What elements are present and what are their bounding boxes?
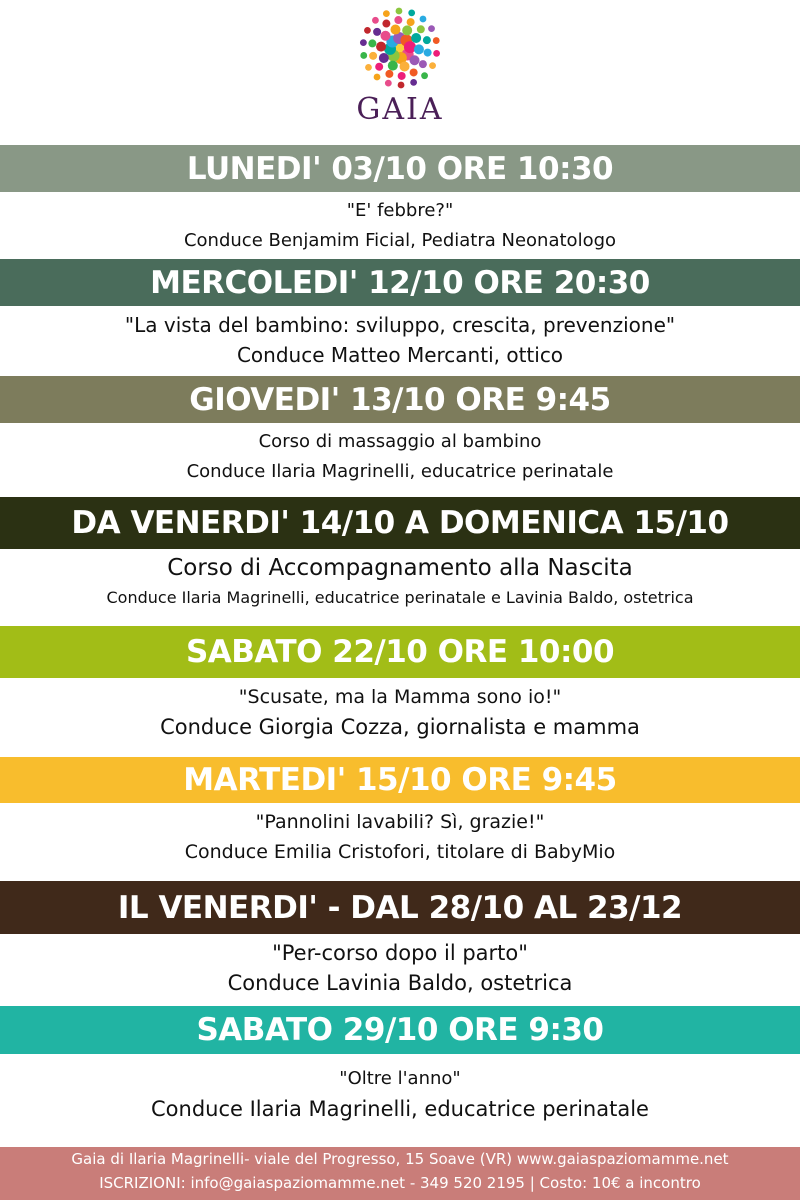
event-host: Conduce Ilaria Magrinelli, educatrice perinatale	[151, 1097, 649, 1121]
logo	[0, 0, 800, 145]
event-host: Conduce Lavinia Baldo, ostetrica	[227, 971, 573, 995]
event-date-banner: LUNEDI' 03/10 ORE 10:30	[0, 145, 800, 192]
event-description	[0, 1058, 800, 1151]
event-date-banner: IL VENERDI' - DAL 28/10 AL 23/12	[0, 881, 800, 934]
event-description	[0, 196, 800, 263]
event-title: "Pannolini lavabili? Sì, grazie!"	[255, 811, 545, 833]
event-host: Conduce Matteo Mercanti, ottico	[236, 343, 564, 367]
event-description	[0, 682, 800, 761]
footer-address: Gaia di Ilaria Magrinelli- viale del Progresso, 15 Soave (VR) www.gaiaspaziomamme.net	[71, 1150, 729, 1168]
event-date-banner: MERCOLEDI' 12/10 ORE 20:30	[0, 259, 800, 306]
event-description	[0, 310, 800, 380]
event-description	[0, 553, 800, 630]
event-description	[0, 427, 800, 499]
event-date-banner: SABATO 29/10 ORE 9:30	[0, 1006, 800, 1054]
event-date-banner: SABATO 22/10 ORE 10:00	[0, 626, 800, 678]
event-host: Conduce Giorgia Cozza, giornalista e mamma	[160, 715, 640, 739]
event-title: "La vista del bambino: sviluppo, crescita, prevenzione"	[124, 313, 676, 337]
event-host: Conduce Ilaria Magrinelli, educatrice perinatale	[186, 461, 614, 482]
brand-name: GAIA	[356, 92, 444, 127]
event-date-banner: MARTEDI' 15/10 ORE 9:45	[0, 757, 800, 803]
event-host: Conduce Benjamim Ficial, Pediatra Neonatologo	[183, 230, 617, 251]
event-host: Conduce Emilia Cristofori, titolare di BabyMio	[184, 841, 616, 863]
event-title: "Per-corso dopo il parto"	[272, 941, 528, 965]
event-title: "E' febbre?"	[346, 200, 454, 221]
event-description	[0, 938, 800, 1010]
footer-registration: ISCRIZIONI: info@gaiaspaziomamme.net - 349 520 2195 | Costo: 10€ a incontro	[99, 1174, 701, 1192]
event-title: Corso di Accompagnamento alla Nascita	[167, 555, 633, 581]
flower-icon	[355, 3, 445, 93]
event-title: "Scusate, ma la Mamma sono io!"	[238, 686, 562, 708]
event-title: "Oltre l'anno"	[339, 1068, 461, 1089]
event-host: Conduce Ilaria Magrinelli, educatrice perinatale e Lavinia Baldo, ostetrica	[106, 588, 694, 607]
event-date-banner: DA VENERDI' 14/10 A DOMENICA 15/10	[0, 497, 800, 549]
event-description	[0, 807, 800, 884]
footer	[0, 1147, 800, 1200]
event-title: Corso di massaggio al bambino	[258, 431, 542, 452]
event-date-banner: GIOVEDI' 13/10 ORE 9:45	[0, 376, 800, 423]
